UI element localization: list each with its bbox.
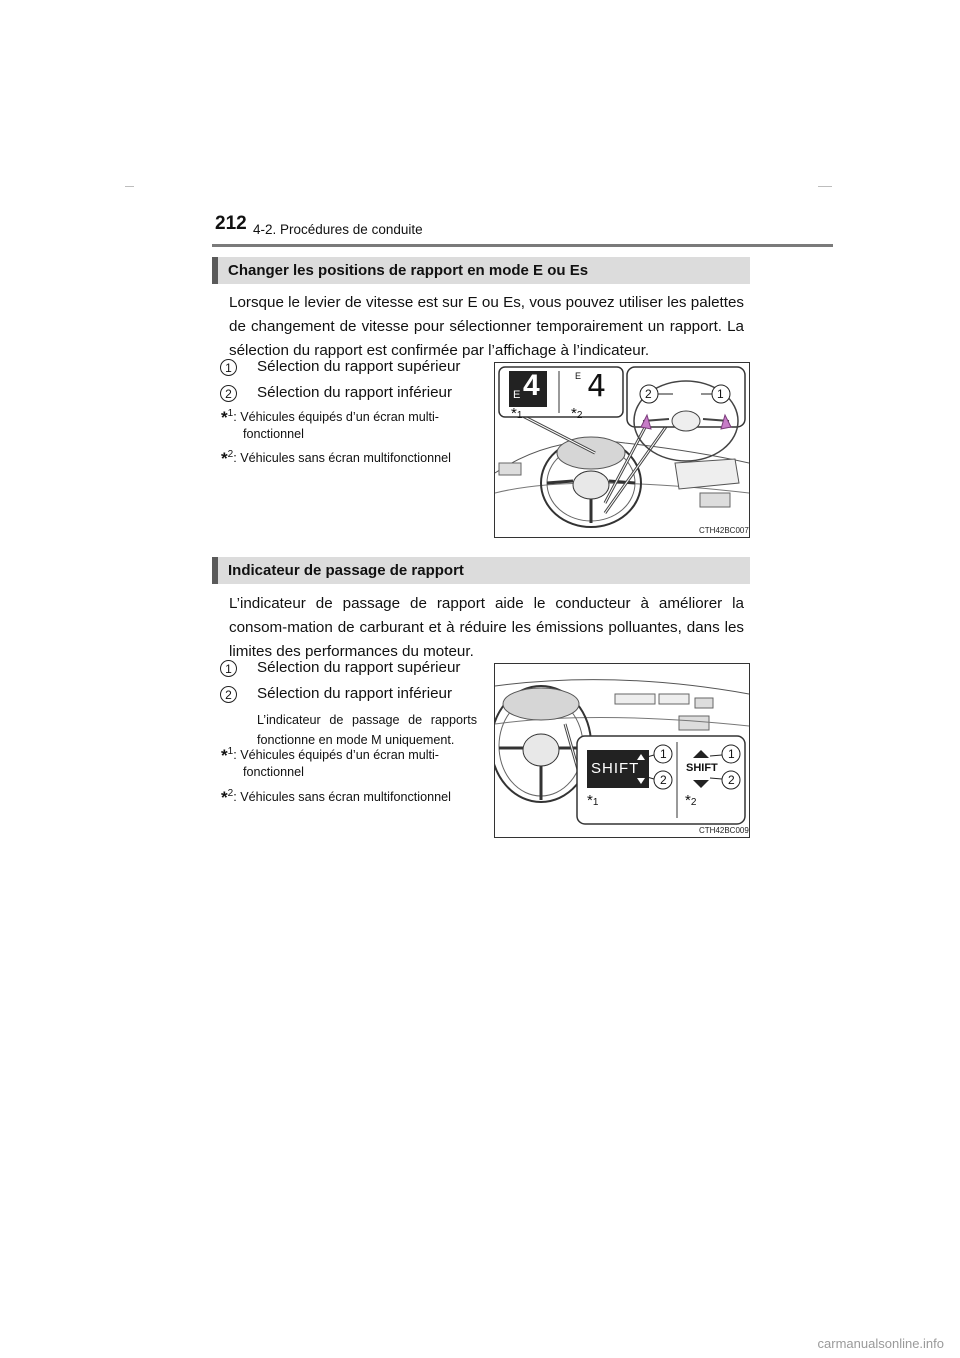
display-gear-large: 4 <box>523 369 540 402</box>
figure-code: CTH42BC007 <box>699 526 749 535</box>
star-label-1: *1 <box>511 405 523 422</box>
footnote-marker: * <box>221 449 228 468</box>
shift-label-plain: SHIFT <box>686 762 718 774</box>
display-mode-small: E <box>513 389 521 401</box>
callout-1b: 1 <box>728 747 735 761</box>
footnote-text: Véhicules sans écran multifonctionnel <box>240 451 451 465</box>
item-label-upshift: Sélection du rapport supérieur <box>257 659 461 676</box>
footnote-text: Véhicules équipés d’un écran multi- <box>240 410 440 424</box>
footnote-sub: 1 <box>227 746 234 757</box>
figure-2-illustration <box>495 664 749 837</box>
section2-title-band <box>212 557 750 584</box>
footnote-cont: fonctionnel <box>243 427 304 441</box>
star-label-2: *2 <box>571 405 583 422</box>
footnote-2: *$^2$: Véhicules sans écran multifonctionnel <box>221 788 451 807</box>
section-heading: 4-2. Procédures de conduite <box>253 222 423 237</box>
item-number-2: 2 <box>220 385 237 402</box>
display-gear-plain: 4 <box>587 369 607 404</box>
footnote-marker: * <box>221 746 228 765</box>
footnote-sub: 2 <box>227 449 234 460</box>
star-label-2: *2 <box>685 792 697 809</box>
footnote-marker: * <box>221 408 228 427</box>
display-mode-plain: E <box>575 371 582 381</box>
footnote-1: *$^1$: Véhicules équipés d’un écran multi- fonctionnel <box>221 743 476 781</box>
item-number-2: 2 <box>220 686 237 703</box>
figure-code: CTH42BC009 <box>699 826 749 835</box>
item-number-1: 1 <box>220 660 237 677</box>
item-label-downshift: Sélection du rapport inférieur <box>257 384 453 401</box>
page-number: 212 <box>215 213 247 234</box>
footnote-sub: 2 <box>227 788 234 799</box>
item-label-upshift: Sélection du rapport supérieur <box>257 358 461 375</box>
callout-1: 1 <box>717 387 724 401</box>
footnote-text: Véhicules équipés d’un écran multi- <box>240 748 440 762</box>
figure-paddle-shifters <box>494 362 750 538</box>
crop-mark-right <box>818 186 832 187</box>
footnote-marker: * <box>221 788 228 807</box>
section1-paragraph: Lorsque le levier de vitesse est sur E ou Es, vous pouvez utiliser les palettes de changement de vitesse pour sélectionner temporairement un rapport. La sélection du rapport est confirmée par l’affichage à l’indicateur. <box>229 294 744 359</box>
section2-paragraph: L’indicateur de passage de rapport aide le conducteur à améliorer la consom-mation de carburant et à réduire les émissions polluantes, dans les limites des performances du moteur. <box>229 595 744 660</box>
shift-label-display: SHIFT <box>591 760 640 777</box>
remark-m-mode: L’indicateur de passage de rapports fonctionne en mode M uniquement. <box>257 713 477 747</box>
callout-1: 1 <box>660 747 667 761</box>
callout-2: 2 <box>645 387 652 401</box>
callout-2b: 2 <box>728 773 735 787</box>
watermark: carmanualsonline.info <box>817 1336 944 1351</box>
section1-title: Changer les positions de rapport en mode E ou Es <box>228 262 589 279</box>
item-number-1: 1 <box>220 359 237 376</box>
figure-shift-indicator <box>494 663 750 838</box>
section2-title: Indicateur de passage de rapport <box>228 562 464 579</box>
item-label-downshift: Sélection du rapport inférieur <box>257 685 453 702</box>
callout-2: 2 <box>660 773 667 787</box>
footnote-2: *$^2$: Véhicules sans écran multifonctionnel <box>221 449 451 468</box>
footnote-sub: 1 <box>227 408 234 419</box>
footnote-1: *$^1$: Véhicules équipés d’un écran multi- fonctionnel <box>221 405 476 443</box>
star-label-1: *1 <box>587 792 599 809</box>
footnote-text: Véhicules sans écran multifonctionnel <box>240 790 451 804</box>
footnote-cont: fonctionnel <box>243 765 304 779</box>
section1-title-band <box>212 257 750 284</box>
crop-mark-left <box>125 186 134 187</box>
header-rule <box>212 244 833 247</box>
